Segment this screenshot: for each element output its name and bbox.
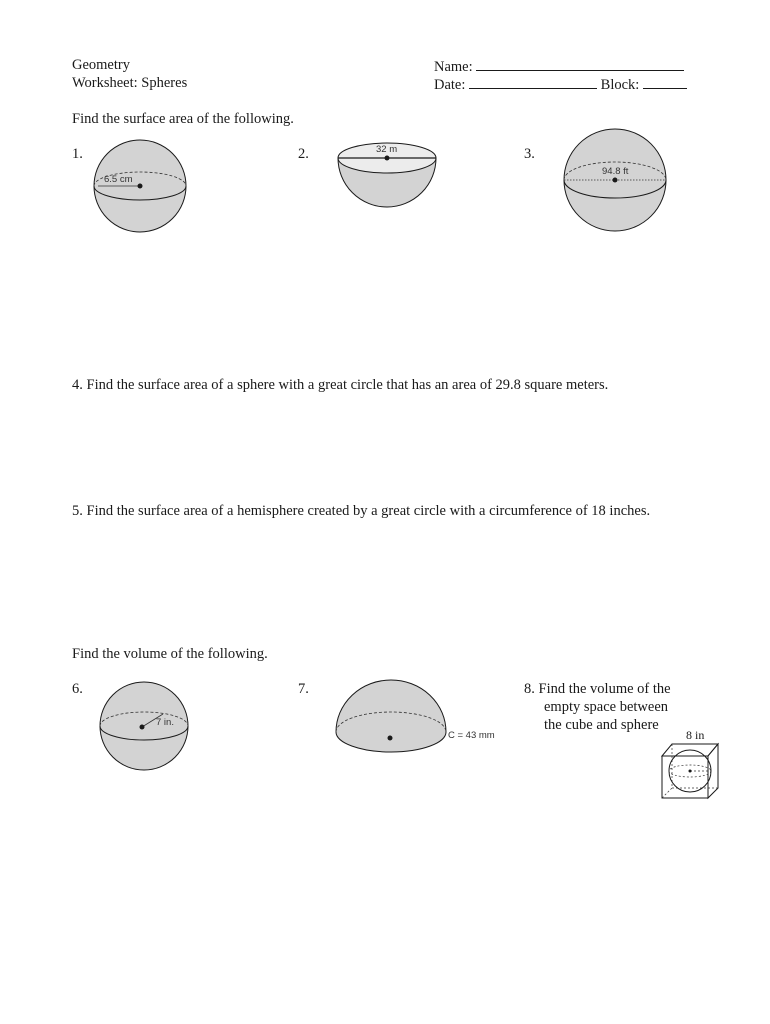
hemisphere-2-center-dot (385, 156, 390, 161)
cube-sphere-figure-8 (658, 728, 724, 802)
name-row (434, 57, 684, 76)
hemisphere-7-label-box (448, 726, 508, 742)
problem-7-number: 7. (298, 681, 309, 697)
date-label: Date: (434, 77, 466, 93)
inscribed-sphere-center-dot (689, 770, 692, 773)
problem-6-number: 6. (72, 681, 83, 697)
sphere-1-radius-label: 6.5 cm (104, 174, 133, 185)
worksheet-title: Worksheet: Spheres (72, 75, 188, 91)
sphere-3-center-dot (613, 178, 618, 183)
problem-1-number: 1. (72, 146, 83, 162)
problem-8-line-3: the cube and sphere (544, 717, 659, 733)
sphere-figure-3 (561, 124, 669, 238)
hemisphere-2-diameter-label: 32 m (376, 144, 398, 155)
hemisphere-7-center-dot (388, 736, 393, 741)
sphere-6-center-dot (140, 725, 145, 730)
surface-area-instruction: Find the surface area of the following. (72, 111, 294, 127)
name-blank[interactable] (476, 57, 684, 71)
hemisphere-figure-2 (334, 136, 440, 210)
sphere-1-center-dot (138, 184, 143, 189)
hemisphere-7-body (336, 680, 446, 752)
problem-2-number: 2. (298, 146, 309, 162)
block-blank[interactable] (643, 75, 687, 89)
problem-4-text: 4. Find the surface area of a sphere with a great circle that has an area of 29.8 square meters. (72, 377, 609, 393)
problem-3-number: 3. (524, 146, 535, 162)
hemisphere-figure-7 (334, 676, 448, 758)
problem-8-line-2: empty space between (544, 699, 669, 715)
sphere-figure-6 (96, 678, 192, 776)
cube-side-label: 8 in (686, 728, 705, 742)
problem-8-line-1: 8. Find the volume of the (524, 681, 671, 697)
date-block-row (434, 75, 687, 94)
block-label: Block: (600, 77, 640, 93)
sphere-figure-1 (88, 134, 192, 240)
volume-instruction: Find the volume of the following. (72, 646, 268, 662)
sphere-3-diameter-label: 94.8 ft (602, 166, 629, 177)
date-blank[interactable] (469, 75, 597, 89)
name-label: Name: (434, 59, 473, 75)
sphere-6-radius-label: 7 in. (156, 717, 174, 728)
problem-5-text: 5. Find the surface area of a hemisphere created by a great circle with a circumference of 18 inches. (72, 503, 651, 519)
course-title: Geometry (72, 57, 130, 73)
hemisphere-7-circumference-label: C = 43 mm (448, 730, 495, 741)
